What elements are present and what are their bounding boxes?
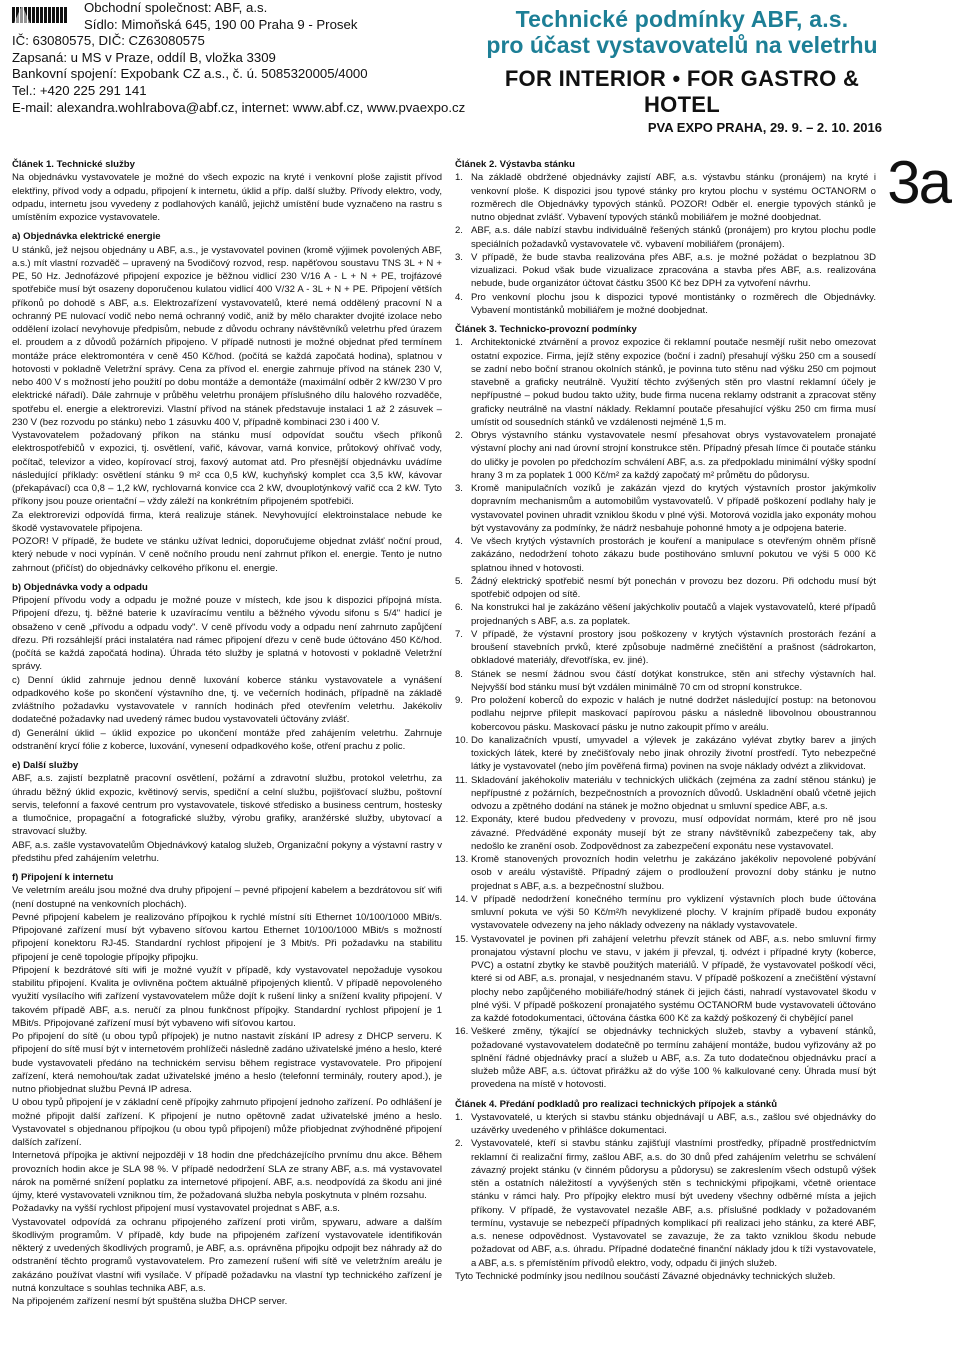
event-name: FOR INTERIOR • FOR GASTRO & HOTEL xyxy=(504,66,860,117)
list-text: Na konstrukci hal je zakázáno věšení jakýchkoliv poutačů a vlajek vystavovatelů, které případů projednaných s ABF, a.s. za poplatek. xyxy=(471,602,876,627)
list-item xyxy=(455,668,876,695)
list-item xyxy=(455,482,876,535)
paragraph: U obou typů připojení je v základní ceně přípojky zahrnuto připojení jednoho zařízení. Po odhlášení je možné připojit další zařízení. K připojení je nutno opětovně zadat uživatelské jméno a heslo. Vystavovatel s objednanou přípojkou (u obou typů připojení) může přiobjednat zvýhodněné připojení dalších zařízení. xyxy=(12,1097,442,1148)
list-item xyxy=(455,734,876,774)
list-item xyxy=(455,853,876,893)
company-phone: Tel.: +420 225 291 141 xyxy=(12,82,147,98)
list-item xyxy=(455,535,876,575)
list-text: Ve všech krytých výstavních prostorách je kouření a manipulace s otevřeným ohněm přísně zakázáno, nedodržení tohoto zákazu bude postihováno smluvní pokutou ve výši 5 000 Kč splatnou ihned v hotovosti. xyxy=(471,536,876,574)
paragraph: Požadavky na vyšší rychlost připojení musí vystavovatel projednat s ABF, a.s. xyxy=(12,1203,340,1215)
section-heading: Článek 3. Technicko-provozní podmínky xyxy=(455,324,637,335)
list-item xyxy=(455,694,876,734)
paragraph: c) Denní úklid zahrnuje jednou denně luxování koberce stánku vystavovatele a vynášení odpadkového koše po skončení výstavního dne, tj. ve večerních hodinách, případně na základě zvláštního požadavku vystavovatele v ranních hodinách před otevřením veletrhu. Jakékoliv dodatečné požadavky nad uvedený rámec budou vystavovateli účtovány zvlášť. xyxy=(12,674,442,726)
page-subtitle: pro účast vystavovatelů na veletrhu xyxy=(486,32,878,58)
list-text: Exponáty, které budou předvedeny v provozu, musí odpovídat normám, které pro ně jsou závazné. Předváděné exponáty musejí být ze strany návštěvníků zabezpečeny tak, aby nedošlo ke zranění osob. Zodpovědnost za zabezpečení exponátu nese vystavovatel. xyxy=(471,814,876,852)
list-item xyxy=(455,291,876,318)
company-info xyxy=(12,0,466,116)
list-item xyxy=(455,774,876,814)
list-number: 2. xyxy=(455,430,463,441)
list-number: 1. xyxy=(455,337,463,349)
list-text: Architektonické ztvárnění a provoz expozice či reklamní poutače nesmějí rušit nebo omezovat ostatní expozice. Firma, jejíž stěny expozice (boční i zadní) přesahují výšku 250 cm a sousedí se zadní nebo boční stranou okolních stánků, je povinna tuto stěnu nad výšku 250 cm pojmout stavebně a graficky neutrálně. Využití těchto zvýšených stěn pro vlastní reklamní účely je nepřípustné – pokud budou takto užity, bude firma nucena reklamy odstranit a zpracovat stěny graficky neutrálně na vlastní náklady. Reklamní poutače přesahující výšku 250 cm firma musí umístit od sousedních stánků ve vzdálenosti nejméně 1,5 m. xyxy=(471,337,876,428)
list-number: 7. xyxy=(455,628,463,640)
list-number: 8. xyxy=(455,668,463,680)
list-item xyxy=(455,1111,876,1138)
list-number: 3. xyxy=(455,483,463,494)
list-item xyxy=(455,628,876,668)
paragraph: Internetová přípojka je aktivní nejpozději v 18 hodin dne předcházejícího prvnímu dnu akce. Během provozních hodin akce je SLA 98 %. V případě nedodržení SLA ze strany ABF, a.s. má vystavovatel nárok na poměrné snížení poplatku za internetové připojení. ABF, a.s. neodpovídá za škodu ani jiné újmy, které vystavovateli vzniknou tím, že požadovaná služba nebyla poskytnuta v plném rozsahu. xyxy=(12,1150,442,1201)
event-venue-date: PVA EXPO PRAHA, 29. 9. – 2. 10. 2016 xyxy=(647,120,882,135)
page-header xyxy=(0,0,960,140)
list-text: Vystavovatelé, u kterých si stavbu stánku objednávají u ABF, a.s., zašlou své objednávky do uzávěrky uvedeného v přihlášce dokumentaci. xyxy=(471,1111,876,1136)
list-number: 14. xyxy=(455,893,469,905)
section-heading: e) Další služby xyxy=(12,760,79,771)
list-number: 15. xyxy=(455,933,469,945)
list-number: 9. xyxy=(455,695,463,706)
paragraph: Vystavovatel odpovídá za ochranu připojeného zařízení proti virům, spywaru, adware a dalším škodlivým programům. V případě, kdy bude na připojeném zařízení vystavovatele identifikován některý z uvedených škodlivých programů, je ABF, a.s. oprávněna připojku odpojit bez náhrady až do odstranění těchto programů vystavovatelem. Pro zamezení rušení wifi sítě ve veletržním areálu je zakázáno používat vlastní wifi vysílače. V případě požadavku na vlastní typ technického zařízení je nutná konzultace s souhlas technika ABF, a.s. xyxy=(12,1216,442,1294)
paragraph: Připojení k bezdrátové síti wifi je možné využít v případě, kdy vystavovatel nepožaduje vysokou stabilitu připojení. Kvalita je ovlivněna počtem aktuálně připojených klientů. V případě nepovoleného využití vysílacího wifi zařízení vystavovatelem může dojít k rušení linky a snížení kvality připojení. V takovém případě ABF, a.s. neručí za plnou funkčnost přípojky. Standardní rychlost připojení je 1 MBit/s. Připojované zařízení musí být vybaveno wifi síťovou kartou. xyxy=(12,964,442,1029)
list-text: Pro položení koberců do expozic v halách je nutné dodržet následující postup: na betonovou podlahu nejprve přilepit maskovací papírovou pásku a následně libovolnou oboustrannou kobercovou pásku. Maskovací pásku je nutno zakoupit přímo v areálu. xyxy=(471,695,876,733)
list-item xyxy=(455,893,876,933)
list-number: 12. xyxy=(455,814,469,826)
list-text: Veškeré změny, týkající se objednávky technických služeb, stavby a vybavení stánků, požadované vystavovatelem dodatečně po termínu zahájení montáže, budou vyřizovány až po splnění řádné objednávky prací a služeb u ABF, a.s. Za tuto dodatečnou objednávku prací a služeb může ABF, a.s. účtovat přirážku až do výše 100 % kalkulované ceny. Úhrada musí být provedena na místě v hotovosti. xyxy=(471,1026,876,1091)
title-block xyxy=(482,6,882,118)
list-item xyxy=(455,1025,876,1091)
list-text: Na základě obdržené objednávky zajistí ABF, a.s. výstavbu stánku (pronájem) na kryté i venkovní ploše. K dispozici jsou typové stánky pro krytou plochu v systému OCTANORM o rozměrech dle Objednávky typových stánků. POZOR! Odběr el. energie typových stánků je nutno objednat zvlášť. Vybavení typových stánků mobiliářem je možné doobjednat. xyxy=(471,172,876,223)
paragraph: Tyto Technické podmínky jsou nedílnou součástí Závazné objednávky technických služeb. xyxy=(455,1270,836,1282)
company-register: Zapsaná: u MS v Praze, oddíl B, vložka 3309 xyxy=(12,49,276,65)
list-item xyxy=(455,813,876,853)
company-address: Sídlo: Mimoňská 645, 190 00 Praha 9 - Prosek xyxy=(84,16,358,32)
paragraph: Pevné připojení kabelem je realizováno přípojkou k rychlé místní síti Ethernet 10/100/1000 MBit/s. Připojované zařízení musí být vybaveno síťovou kartou Ethernet 10/100/1000 MBit/s s možností připojení konektoru RJ-45. Standardní rychlost připojení je 3 Mbit/s. Při požadavku na stabilitu připojení je ceně topologie přípojky připojku. xyxy=(12,911,442,963)
list-number: 16. xyxy=(455,1026,469,1038)
list-item xyxy=(455,224,876,251)
list-number: 4. xyxy=(455,291,463,303)
paragraph: ABF, a.s. zašle vystavovatelům Objednávkový katalog služeb, Organizační pokyny a výstavní rastry v předstihu před zahájením veletrhu. xyxy=(12,839,442,864)
paragraph: U stánků, jež nejsou objednány u ABF, a.s., je vystavovatel povinen (kromě výjimek povolených ABF, a.s.) mít vlastní rozvaděč – upravený na 5vodičový rozvod, resp. napěťovou soustavu TNS 3L + N + PE, 50 Hz. Jednofázové připojení expozice je běžnou vidlicí 230 V/16 A - L + N + PE, trojfázové spotřebiče musí být osazeny doporučenou kulatou vidlicí 400 V/32 A - 3L + N + PE. Připojení větších příkonů po dohodě s ABF, a.s. Elektrozařízení vystavovatelů, které nemá oddělený pracovní N a ochranný PE nulovací vodič nebo nemá ochranný vodič, aniž by mělo charakter dvojité izolace nebo oddělení izolací nevyhovuje předpisům, nebude z důvodu ochrany návštěvníků veletrhu před úrazem el. proudem a z důvodů požárních připojeno. V případě nutnosti je možné objednat před termínem montáže práce elektromontéra v ceně 450 Kč/hod. (počítá se každá započatá hodina), splatnou v hotovosti v pokladně Veletržní správy. Cena za přívod el. energie zahrnuje přívod na stánek 230 V, nebo 400 V s možností jeho použití po dobu montáže a demontáže (maximální odběr 2 kW/230 V pro elektrické nářadí). Dále zahrnuje v průběhu veletrhu pronájem příslušného dílu halového rozvaděče, spotřebu el. energie a elektrorevizi. Vlastní přívod na stánek představuje instalaci 1 až 2 zásuvek – 230 V (bez rozvodu po stánku) nebo 1 zásuvku 400 V, případně kombinaci 230 i 400 V. xyxy=(12,244,442,428)
paragraph: Vystavovatelem požadovaný příkon na stánku musí odpovídat součtu všech příkonů elektrospotřebičů v expozici, tj. osvětlení, vařič, kávovar, varná konvice, průtokový ohřívač vody, počítač, televizor a video, kopírovací stroj, faxový automat atd. Pro přesnější objednávku uvádíme následující příklady: osvětlení stánku 9 m² cca 0,5 kW, kuchyňský komplet cca 3,5 kW, kávovar (překapávací) cca 0,8 – 1,2 kW, rychlovarná konvice cca 2 kW, dvouplotýnkový vařič cca 2 kW. Tyto příkony jsou pouze orientační – vždy záleží na konkrétním připojeném spotřebiči. xyxy=(12,430,442,508)
list-text: Vystavovatel je povinen při zahájení veletrhu převzít stánek od ABF, a.s. nebo smluvní firmy pronajatou výstavní plochu ve stavu, v jakém ji převzal, tj. odvézt i případné kryty (koberce, PVC) a ostatní zbytky ke stavbě použitých materiálů. V případě, že vystavovatel poškodí věci, které si od ABF, a.s. pronajal, v nesjednaném stavu. V případě poškození a znečištění výstavní plochy nebo zapůjčeného mobiliáře/hodný stánek či jejich části, nahradí vystavovatel škodu v plné výši. V případě poškození pronajatého systému OCTANORM bude vystavovateli účtováno za každé fotodokumentaci, účtována částka 600 Kč za každý poškozený či chybějící panel xyxy=(471,933,876,1024)
list-item xyxy=(455,601,876,628)
section-heading: Článek 1. Technické služby xyxy=(12,159,135,170)
company-ids: IČ: 63080575, DIČ: CZ63080575 xyxy=(12,33,205,49)
list-item xyxy=(455,1137,876,1270)
list-text: Stánek se nesmí žádnou svou částí dotýkat konstrukce, stěn ani střechy výstavních hal. Nejvyšší bod stánku musí být vzdálen minimálně 70 cm od stropní konstrukce. xyxy=(471,668,876,693)
paragraph: ABF, a.s. zajistí bezplatně pracovní osvětlení, požární a zdravotní službu, protokol veletrhu, za úhradu běžný úklid expozic, květinový servis, spediční a celní službu, pojišťovací službu, poštovní servis, telefonní a faxové centrum pro vystavovatele, tiskové středisko a business centrum, hostesky a tlumočnice, propagační a fotografické služby, výrobu grafiky, aranžérské služby, ubytovací a stravovací služby. xyxy=(12,773,442,838)
list-number: 4. xyxy=(455,536,463,547)
list-text: Kromě stanovených provozních hodin veletrhu je zakázáno jakékoliv nepovolené pobývání osob v areálu výstaviště. Případný zájem o prodloužení provozní doby stánku je nutno projednat s ABF, a.s. a bezpečnostní službou. xyxy=(471,854,876,892)
paragraph: Ve veletrním areálu jsou možné dva druhy připojení – pevné připojení kabelem a bezdrátovou síť wifi (není dostupné na venkovních plochách). xyxy=(12,885,442,910)
section-heading: b) Objednávka vody a odpadu xyxy=(12,581,148,593)
left-column xyxy=(12,158,442,1308)
list-text: Obrys výstavního stánku vystavovatele nesmí přesahovat obrys vystavovatelem pronajaté výstavní plochy ani nad úrovní strojní konstrukce stěn. Případný přesah límce či poutače stánku do uličky je povolen po předchozím schválení ABF, a.s. za předpokladu minimální výšky spodní hrany 3 m za poplatek 1 000 Kč/m² za každý započatý m² průmětu do půdorysu. xyxy=(471,430,876,481)
list-item xyxy=(455,251,876,291)
paragraph: Připojení přívodu vody a odpadu je možné pouze v místech, kde jsou k dispozici přípojná místa. Připojení dřezu, tj. běžné baterie k uzavíracímu ventilu a běžného vývodu sifonu s 5/4" hadicí je obsaženo v ceně „přívodu a odpadu vody". V ceně přívodu vody a odpadu není zahrnuto zapůjčení dřezu. Při rozsáhlejší práci instalatéra nad rámec připojení dřezu v ceně bude účtováno 450 Kč/hod. (počítá se každá započatá hodina). Úhrada této služby je splatná v hotovosti v pokladně Veletržní správy. xyxy=(12,595,442,673)
list-number: 1. xyxy=(455,1111,463,1123)
list-number: 13. xyxy=(455,854,469,865)
list-item xyxy=(455,171,876,224)
document-tag: 3a xyxy=(887,149,950,216)
list-text: Pro venkovní plochu jsou k dispozici typové montistánky o rozměrech dle Objednávky. Vybavení montistánků mobiliářem je možné doobjednat. xyxy=(471,291,876,316)
list-item xyxy=(455,575,876,602)
list-number: 1. xyxy=(455,172,463,184)
company-email: E-mail: alexandra.wohlrabova@abf.cz, internet: www.abf.cz, www.pvaexpo.cz xyxy=(12,99,466,115)
page-title: Technické podmínky ABF, a.s. xyxy=(515,6,849,32)
list-text: V případě, že bude stavba realizována přes ABF, a.s. je možné požádat o bezplatnou 3D vizualizaci. Pokud však bude vizualizace zpracována a stavba přes ABF, a.s. realizována nebude, bude organizátor účtovat částku 3500 Kč bez DPH za vytvoření návrhu. xyxy=(471,251,876,290)
section-heading: a) Objednávka elektrické energie xyxy=(12,231,161,243)
list-text: Kromě manipulačních vozíků je zakázán vjezd do krytých výstavních prostor jakýmkoliv dopravním mechanismům a automobilům vystavovatelů. V případě poškození podlahy haly je vystavovatel povinen uhradit vzniklou škodu v plné výši. Motorová vozidla jako exponáty mohou být vystavovány za podmínky, že nádrž nesbahuje pohonné hmoty a je odpojena baterie. xyxy=(471,483,876,534)
list-number: 11. xyxy=(455,774,468,786)
list-number: 5. xyxy=(455,575,463,587)
section-heading: Článek 2. Výstavba stánku xyxy=(455,159,575,170)
paragraph: Na objednávku vystavovatele je možné do všech expozic na kryté i venkovní ploše zajistit přívod elektřiny, přívod vody a odpadu, připojení k internetu, úklid a příp. další služby. Přívody elektro, vody, odpadu, internetu jsou vyvedeny z podlahových kanálů, jejichž umístění bude vyznačeno na rastru s umístěním expozice vystavovatele. xyxy=(12,172,442,223)
list-text: V případě, že výstavní prostory jsou poškozeny v krytých výstavních prostorách řezání a broušení stavebních prvků, které způsobuje nadměrné znečištění a prašnost (sádrokarton, obkladové materiály, dřevotříska, ev. jiné). xyxy=(471,628,876,667)
list-text: Žádný elektrický spotřebič nesmí být ponechán v provozu bez dozoru. Při odchodu musí být spotřebič odpojen od sítě. xyxy=(471,575,876,600)
list-item xyxy=(455,429,876,482)
list-text: ABF, a.s. dále nabízí stavbu individuálně řešených stánků (pronájem) pro krytou plochu podle speciálních požadavků vystavovatele vč. vybavení mobiliářem (pronájem). xyxy=(471,225,876,250)
list-item xyxy=(455,933,876,1026)
company-bank: Bankovní spojení: Expobank CZ a.s., č. ú. 5085320005/4000 xyxy=(12,66,368,82)
right-column xyxy=(455,158,876,1283)
company-name: Obchodní společnost: ABF, a.s. xyxy=(84,0,268,15)
list-item xyxy=(455,336,876,429)
list-number: 6. xyxy=(455,602,463,614)
list-text: Skladování jakéhokoliv materiálu v technických uličkách (zejména za zadní stěnou stánku) je nepřípustné z požárních, bezpečnostních a provozních důvodů. Uskladnění obalů včetně jejich odvozu a zpětného dodání na stánek je možno objednat u smluvní spedice ABF, a.s. xyxy=(471,774,876,812)
paragraph: Za elektrorevizi odpovídá firma, která realizuje stánek. Nevyhovující elektroinstalace nebude ke škodě vystavovatele připojena. xyxy=(12,509,442,534)
list-number: 10. xyxy=(455,734,469,746)
list-text: Vystavovatelé, kteří si stavbu stánku zajišťují vlastními prostředky, případně prostřednictvím reklamní či realizační firmy, zašlou ABF, a.s. do 30 dnů před zahájením veletrhu se schválení závazný projekt stánku (v činném půdorysu a půdorysu) se zakreslením všech odstupů výšek stěn a ostatních náležitostí a vyvýšených stěn s technickými připojkami, včetně orientace stánku v rámci haly. Pro přípojky elektro musí být uvedeny všechny odběrné místa a jejich příkony. V případě, že vystavovatel nezašle ABF, a.s. příslušné podklady v požadovaném termínu, vystavuje se nebezpečí případných komplikací při realizaci jeho stánku, za které ABF, a.s. nenese odpovědnost. Vystavovatel se zavazuje, že za takto vzniklou škodu nebude požadovat od ABF, a.s. úhradu. Případné dodatečné finanční náklady jdou k tíži vystavovatele, a ABF, a.s. s přemístěním přívodů elektro, vody, odpadu či jiných služeb. xyxy=(471,1138,876,1269)
paragraph: d) Generální úklid – úklid expozice po ukončení montáže před zahájením veletrhu. Zahrnuje odstranění krycí fólie z koberce, luxování, vynesení odpadkového koše, otření prachu z polic. xyxy=(12,727,442,752)
list-number: 2. xyxy=(455,1138,463,1150)
paragraph: Na připojeném zařízení nesmí být spuštěna služba DHCP server. xyxy=(12,1296,288,1307)
list-text: V případě nedodržení konečného termínu pro vyklizení výstavních ploch bude účtována smluvní pokuta ve výši 50 Kč/m²/h nevyklizené plochy. V krajním případě budou exponáty vystavovatele odvezeny na jeho náklady odvezeny na náklady vystavovatele. xyxy=(471,893,876,932)
paragraph: Po připojení do sítě (u obou typů přípojek) je nutno nastavit získání IP adresy z DHCP serveru. K připojení do sítě musí být v internetovém prohlížeči následně zadáno uživatelské jméno a heslo, které bude vystavovateli předáno na technickém servisu během registrace vystavovatele. Pro připojení zařízení, která nemohou/tak zadat uživatelské jméno a heslo (telefonní terminály, routery apod.), je nutno přiobjednat službu Pevná IP adresa. xyxy=(12,1031,442,1095)
section-heading: Článek 4. Předání podkladů pro realizaci technických přípojek a stánků xyxy=(455,1098,778,1110)
list-number: 2. xyxy=(455,225,463,237)
list-number: 3. xyxy=(455,251,463,263)
paragraph: POZOR! V případě, že budete ve stánku užívat lednici, doporučujeme objednat zvlášť noční proud, který nebude v noci vypínán. V ceně nočního proudu není zahrnut příkon el. energie. Tento je nutno zahrnout (přičíst) do objednávky celkového příkonu el. energie. xyxy=(12,536,442,574)
list-text: Do kanalizačních vpustí, umyvadel a výlevek je zakázáno vylévat zbytky barev a jiných toxických látek, které by znečišťovaly nebo jinak ohrozily životní prostředí. Tyto nebezpečné látky je vystavovatel (nebo jím pověřená firma) povinen na svoje náklady odvézt a zlikvidovat. xyxy=(471,734,876,773)
section-heading: f) Připojení k internetu xyxy=(12,872,114,883)
